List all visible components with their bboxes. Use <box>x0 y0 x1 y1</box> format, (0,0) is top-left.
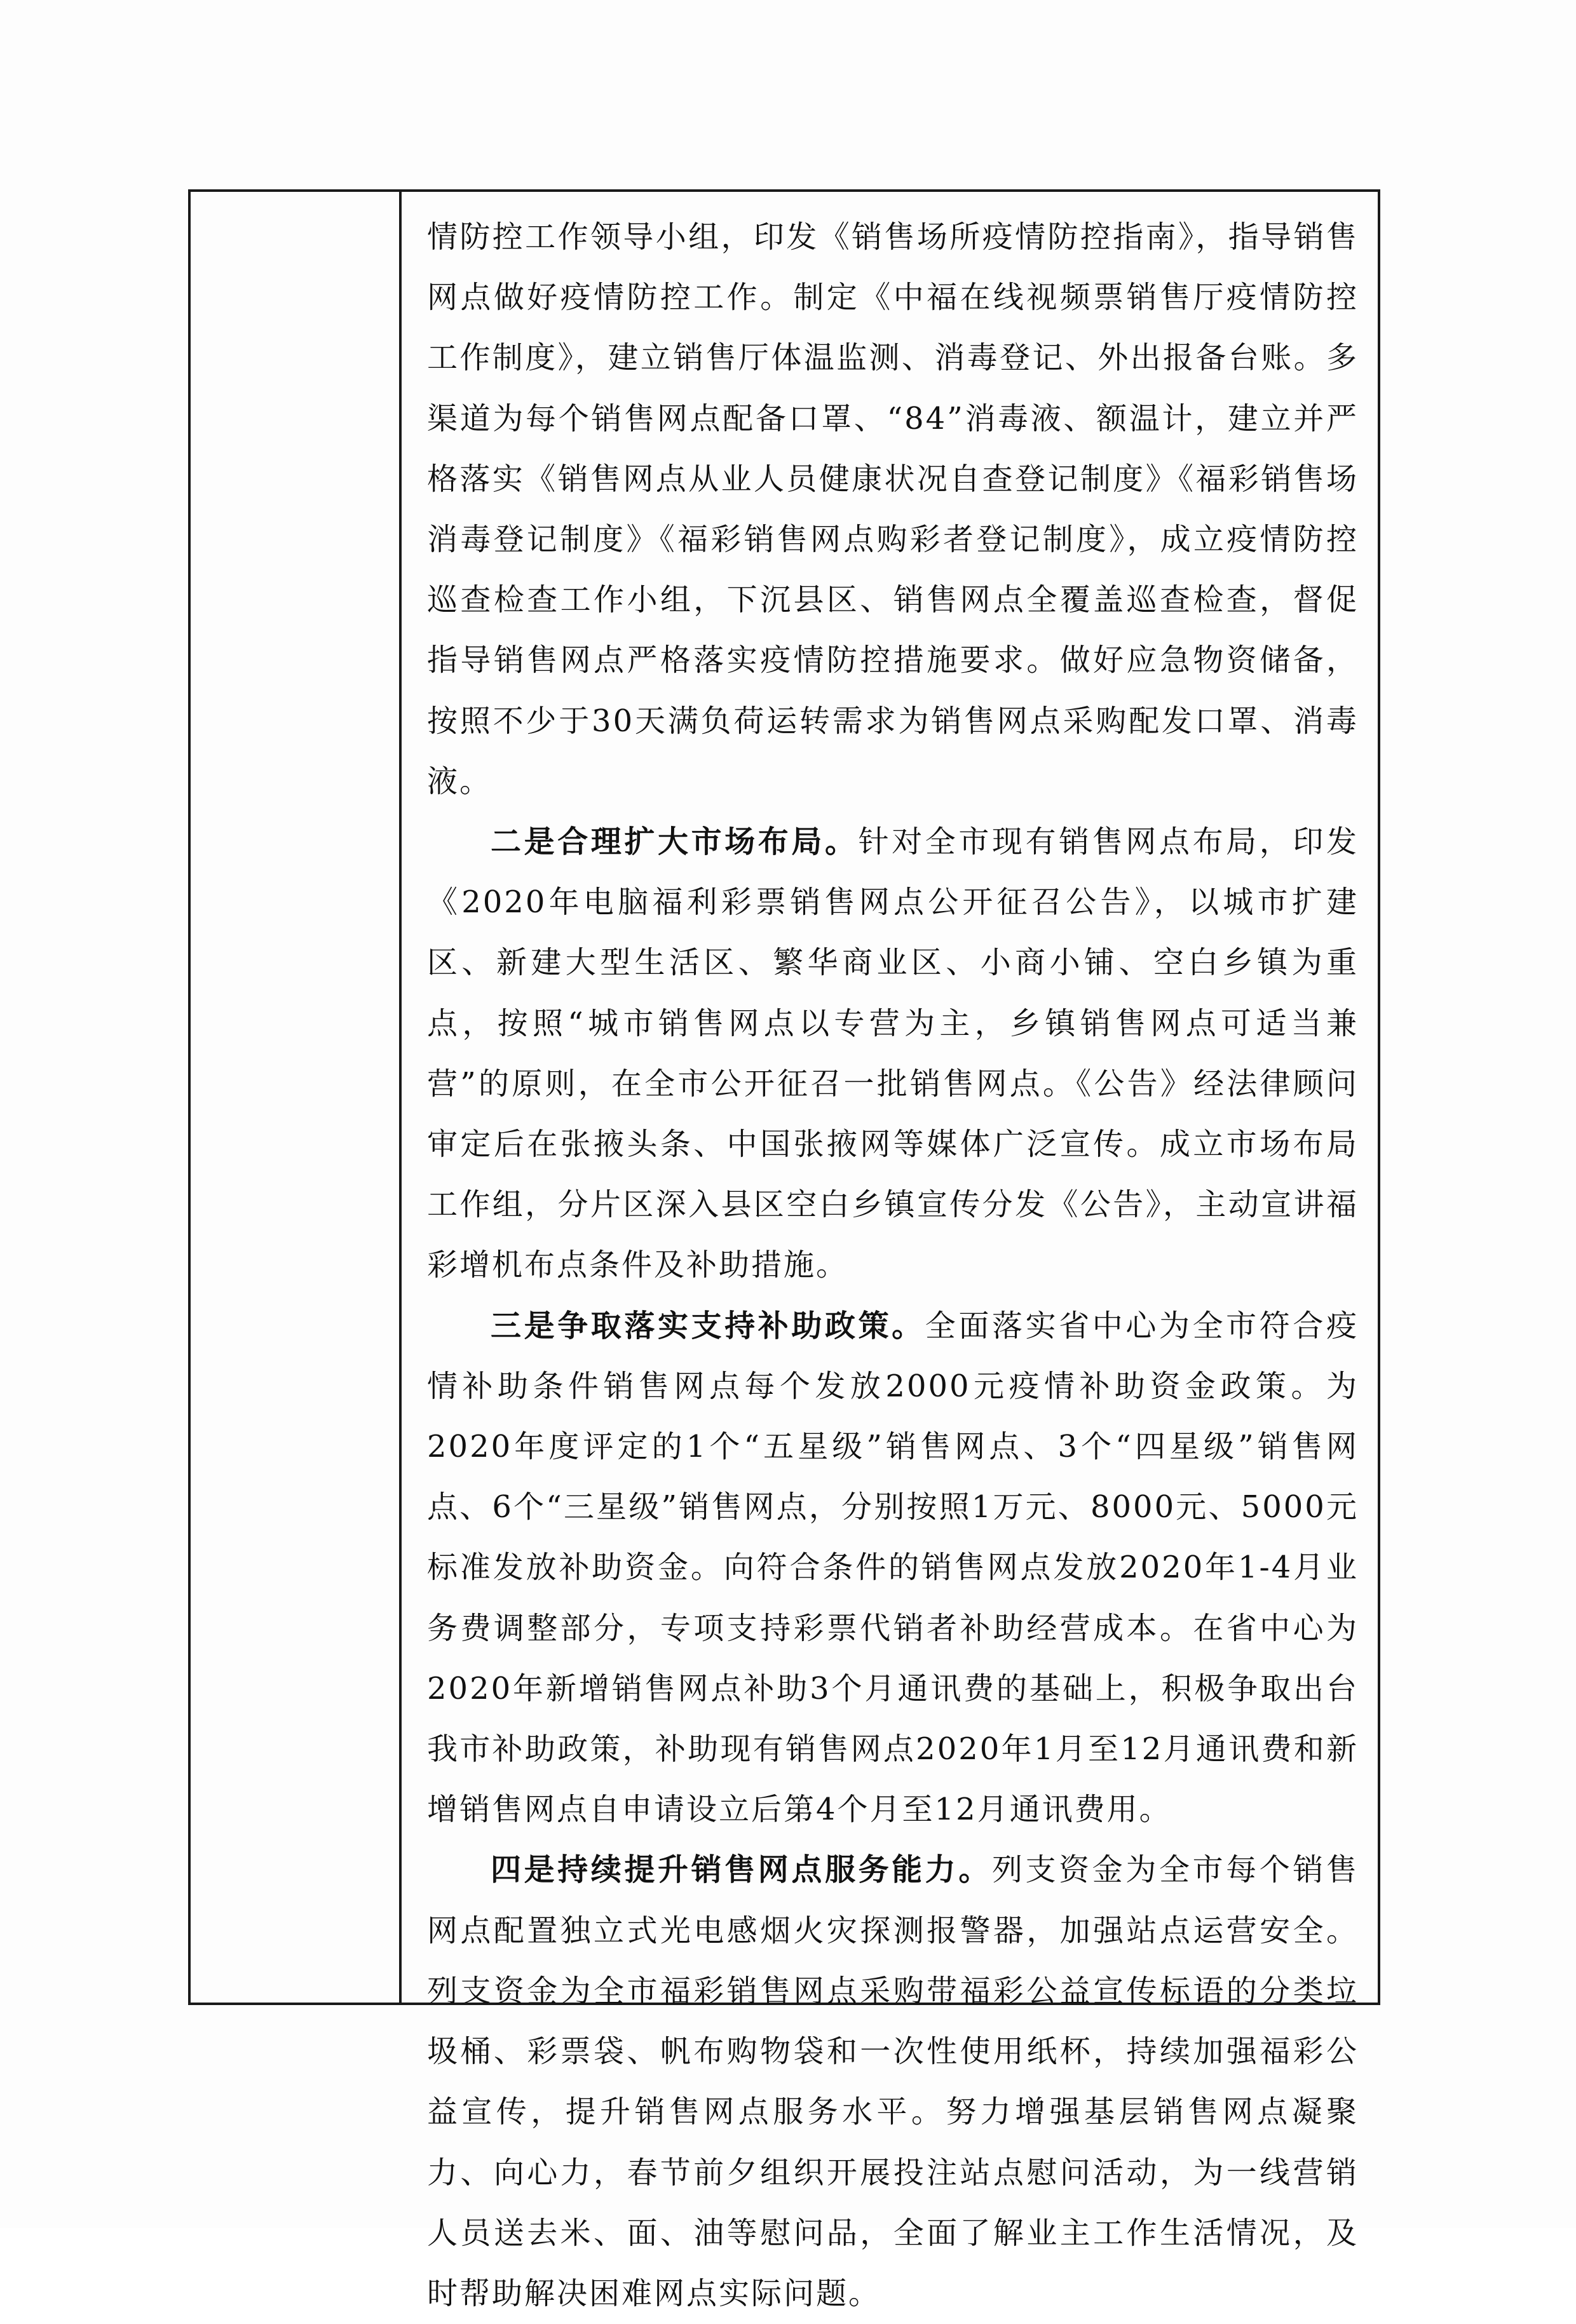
table-label-cell <box>191 192 402 2003</box>
paragraph-text: 针对全市现有销售网点布局，印发《2020年电脑福利彩票销售网点公开征召公告》，以城市扩建区、新建大型生活区、繁华商业区、小商小铺、空白乡镇为重点，按照“城市销售网点以专营为主，乡镇销售网点可适当兼营”的原则，在全市公开征召一批销售网点。《公告》经法律顾问审定后在张掖头条、中国张掖网等媒体广泛宣传。成立市场布局工作组，分片区深入县区空白乡镇宣传分发《公告》，主动宣讲福彩增机布点条件及补助措施。 <box>427 824 1359 1283</box>
paragraph-market-layout <box>427 812 1359 1296</box>
paragraph-text: 情防控工作领导小组，印发《销售场所疫情防控指南》，指导销售网点做好疫情防控工作。制定《中福在线视频票销售厅疫情防控工作制度》，建立销售厅体温监测、消毒登记、外出报备台账。多渠道为每个销售网点配备口罩、“84”消毒液、额温计，建立并严格落实《销售网点从业人员健康状况自查登记制度》《福彩销售场消毒登记制度》《福彩销售网点购彩者登记制度》，成立疫情防控巡查检查工作小组，下沉县区、销售网点全覆盖巡查检查，督促指导销售网点严格落实疫情防控措施要求。做好应急物资储备，按照不少于30天满负荷运转需求为销售网点采购配发口罩、消毒液。 <box>427 219 1359 799</box>
paragraph-lead: 二是合理扩大市场布局。 <box>491 824 859 860</box>
table-content-cell <box>402 192 1378 2311</box>
paragraph-continuation <box>427 207 1359 812</box>
paragraph-text: 列支资金为全市每个销售网点配置独立式光电感烟火灾探测报警器，加强站点运营安全。列支资金为全市福彩销售网点采购带福彩公益宣传标语的分类垃圾桶、彩票袋、帆布购物袋和一次性使用纸杯，持续加强福彩公益宣传，提升销售网点服务水平。努力增强基层销售网点凝聚力、向心力，春节前夕组织开展投注站点慰问活动，为一线营销人员送去米、面、油等慰问品，全面了解业主工作生活情况，及时帮助解决困难网点实际问题。 <box>427 1852 1359 2311</box>
paragraph-lead: 四是持续提升销售网点服务能力。 <box>491 1852 992 1888</box>
paragraph-service-capacity <box>427 1840 1359 2324</box>
report-table <box>188 189 1380 2311</box>
paragraph-subsidy-policy <box>427 1296 1359 1841</box>
paragraph-lead: 三是争取落实支持补助政策。 <box>491 1307 925 1344</box>
paragraph-text: 全面落实省中心为全市符合疫情补助条件销售网点每个发放2000元疫情补助资金政策。为2020年度评定的1个“五星级”销售网点、3个“四星级”销售网点、6个“三星级”销售网点，分别按照1万元、8000元、5000元标准发放补助资金。向符合条件的销售网点发放2020年1-4月业务费调整部分，专项支持彩票代销者补助经营成本。在省中心为2020年新增销售网点补助3个月通讯费的基础上，积极争取出台我市补助政策，补助现有销售网点2020年1月至12月通讯费和新增销售网点自申请设立后第4个月至12月通讯费用。 <box>427 1307 1359 1828</box>
